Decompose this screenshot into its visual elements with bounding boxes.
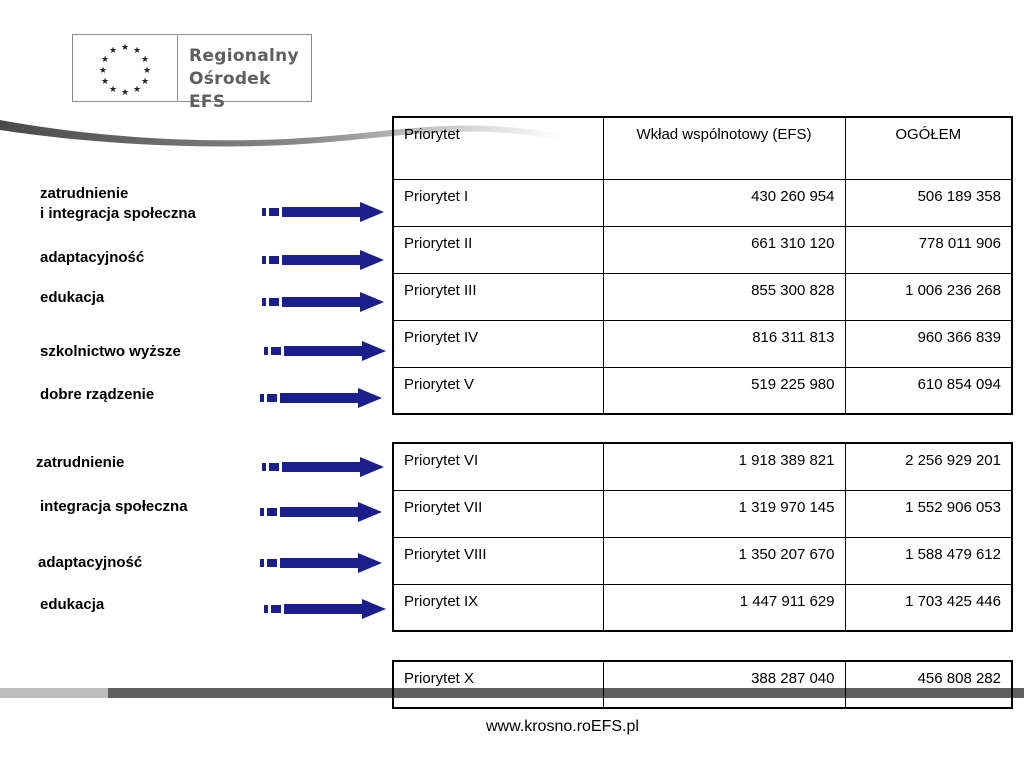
arrow-right-icon (262, 200, 386, 224)
cell-priority: Priorytet I (393, 179, 603, 226)
cell-efs: 1 350 207 670 (603, 537, 845, 584)
svg-text:★: ★ (109, 85, 118, 95)
cell-priority: Priorytet III (393, 273, 603, 320)
label-adaptability-2: adaptacyjność (38, 554, 143, 571)
label-adaptability: adaptacyjność (40, 249, 145, 266)
svg-text:★: ★ (141, 77, 150, 87)
cell-efs: 1 319 970 145 (603, 490, 845, 537)
header-community-contribution: Wkład wspólnotowy (EFS) (603, 117, 845, 179)
cell-total: 2 256 929 201 (845, 443, 1012, 490)
cell-efs: 388 287 040 (603, 661, 845, 708)
logo-divider (177, 35, 178, 101)
logo-line-1: Regionalny (189, 46, 299, 66)
table-row (393, 537, 1012, 584)
label-line: zatrudnienie (40, 185, 129, 202)
svg-text:★: ★ (101, 77, 110, 87)
cell-efs: 519 225 980 (603, 367, 845, 414)
arrow-right-icon (260, 500, 384, 524)
arrow-right-icon (264, 339, 388, 363)
svg-text:★: ★ (121, 88, 130, 98)
cell-priority: Priorytet X (393, 661, 603, 708)
table-row (393, 443, 1012, 490)
label-education: edukacja (40, 289, 105, 306)
cell-efs: 855 300 828 (603, 273, 845, 320)
regional-efs-logo (72, 34, 312, 112)
table-row (393, 179, 1012, 226)
footer-url: www.krosno.roEFS.pl (486, 718, 639, 735)
svg-text:★: ★ (143, 66, 152, 76)
table-row (393, 367, 1012, 414)
table-header-row (393, 117, 1012, 179)
cell-total: 610 854 094 (845, 367, 1012, 414)
arrow-right-icon (260, 386, 384, 410)
cell-total: 960 366 839 (845, 320, 1012, 367)
footer-bar-light (0, 688, 108, 698)
table-row (393, 320, 1012, 367)
cell-total: 456 808 282 (845, 661, 1012, 708)
logo-line-2: Ośrodek EFS (189, 69, 271, 112)
cell-efs: 816 311 813 (603, 320, 845, 367)
arrow-right-icon (264, 597, 388, 621)
svg-text:★: ★ (133, 85, 142, 95)
arrow-right-icon (260, 551, 384, 575)
svg-text:★: ★ (141, 55, 150, 65)
arrow-right-icon (262, 248, 386, 272)
arrow-right-icon (262, 290, 386, 314)
priority-table-block-3 (392, 660, 1013, 709)
svg-text:★: ★ (133, 46, 142, 56)
svg-text:★: ★ (99, 66, 108, 76)
header-priority: Priorytet (393, 117, 603, 179)
label-employment: zatrudnienie (36, 454, 125, 471)
svg-text:★: ★ (101, 55, 110, 65)
cell-total: 1 588 479 612 (845, 537, 1012, 584)
svg-text:★: ★ (109, 46, 118, 56)
cell-priority: Priorytet II (393, 226, 603, 273)
priority-table-block-1 (392, 116, 1013, 415)
label-education-2: edukacja (40, 596, 105, 613)
arrow-right-icon (262, 455, 386, 479)
table-row (393, 584, 1012, 631)
logo-text (189, 45, 311, 114)
header-total: OGÓŁEM (845, 117, 1012, 179)
label-employment-integration (40, 184, 196, 224)
label-higher-education: szkolnictwo wyższe (40, 343, 181, 360)
cell-efs: 430 260 954 (603, 179, 845, 226)
cell-efs: 661 310 120 (603, 226, 845, 273)
cell-total: 1 703 425 446 (845, 584, 1012, 631)
cell-total: 1 006 236 268 (845, 273, 1012, 320)
eu-stars-icon (91, 39, 157, 99)
label-good-governance: dobre rządzenie (40, 386, 155, 403)
cell-priority: Priorytet IV (393, 320, 603, 367)
table-row (393, 661, 1012, 708)
priority-table-block-2 (392, 442, 1013, 632)
cell-priority: Priorytet V (393, 367, 603, 414)
cell-priority: Priorytet VII (393, 490, 603, 537)
table-row (393, 226, 1012, 273)
cell-total: 1 552 906 053 (845, 490, 1012, 537)
cell-priority: Priorytet VIII (393, 537, 603, 584)
label-social-integration: integracja społeczna (40, 498, 188, 515)
cell-efs: 1 447 911 629 (603, 584, 845, 631)
cell-total: 506 189 358 (845, 179, 1012, 226)
cell-total: 778 011 906 (845, 226, 1012, 273)
table-row (393, 490, 1012, 537)
label-line: i integracja społeczna (40, 205, 196, 222)
cell-priority: Priorytet IX (393, 584, 603, 631)
cell-priority: Priorytet VI (393, 443, 603, 490)
table-row (393, 273, 1012, 320)
svg-text:★: ★ (121, 43, 130, 53)
cell-efs: 1 918 389 821 (603, 443, 845, 490)
